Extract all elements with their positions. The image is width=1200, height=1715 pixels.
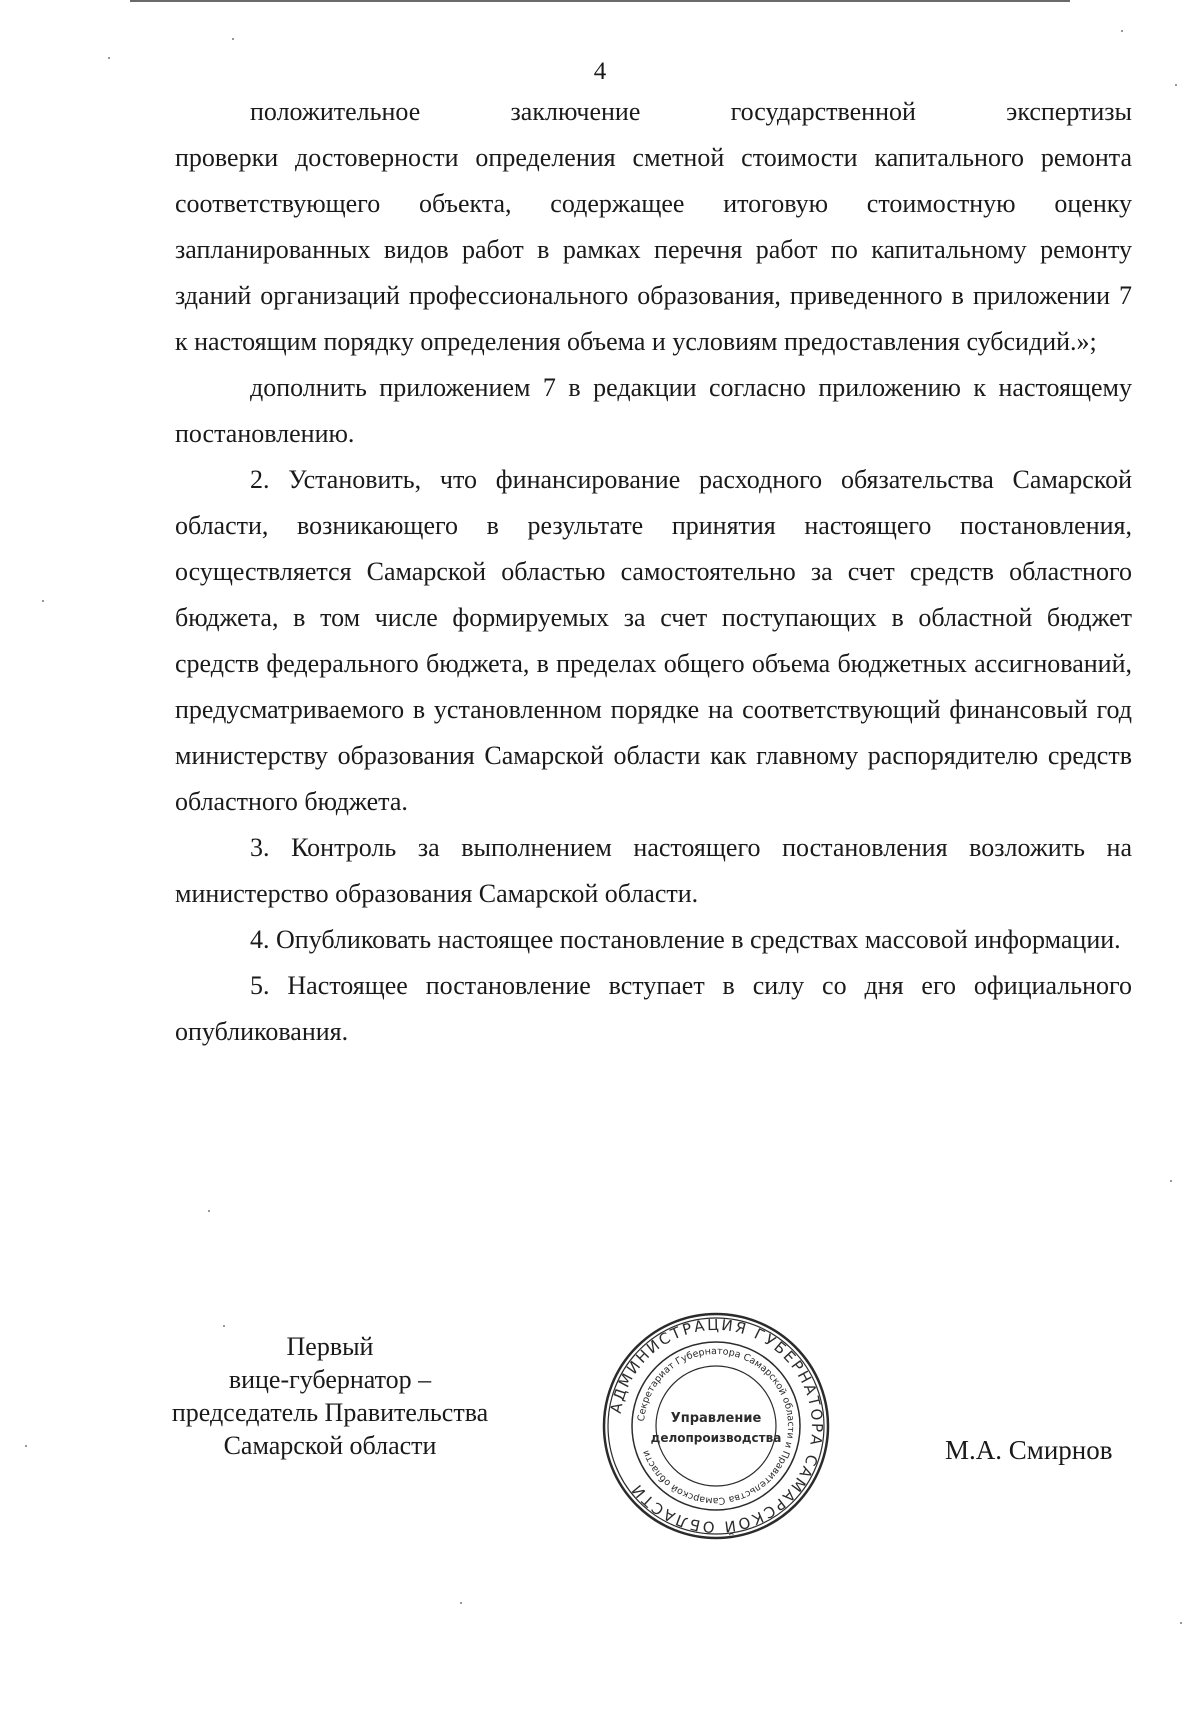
seal-center-line-2: делопроизводства xyxy=(650,1431,782,1445)
official-seal-stamp xyxy=(600,1310,832,1542)
scan-speck xyxy=(42,600,44,602)
scan-speck xyxy=(460,1602,462,1604)
seal-middle-ring xyxy=(632,1342,800,1510)
paragraph-2: проверки достоверности определения сметной стоимости капитального ремонта соответствующего объекта, содержащее итоговую стоимостную оценку запланированных видов работ в рамках перечня работ по капитальному ремонту зданий организаций профессионального образования, приведенного в приложении 7 к настоящим порядку определения объема и условиям предоставления субсидий.»; xyxy=(175,143,1132,356)
paragraph-4: 2. Установить, что финансирование расходного обязательства Самарской области, возникающего в результате принятия настоящего постановления, осуществляется Самарской областью самостоятельно за счет средств областного бюджета, в том числе формируемых за счет поступающих в областной бюджет средств федерального бюджета, в пределах общего объема бюджетных ассигнований, предусматриваемого в установленном порядке на соответствующий финансовый год министерству образования Самарской области как главному распорядителю средств областного бюджета. xyxy=(175,465,1132,816)
paragraph-7: 5. Настоящее постановление вступает в силу со дня его официального опубликования. xyxy=(175,971,1132,1046)
signature-title-line: председатель Правительства xyxy=(171,1398,489,1427)
seal-inner-text: Секретариат Губернатора Самарской области и Правительства Самарской области xyxy=(636,1345,797,1507)
signer-name: М.А. Смирнов xyxy=(945,1435,1113,1465)
scan-speck xyxy=(1170,1180,1172,1182)
scan-speck xyxy=(1180,1622,1182,1624)
scan-speck xyxy=(25,1445,27,1447)
seal-center-line-1: Управление xyxy=(670,1411,762,1426)
scan-speck xyxy=(208,1210,210,1212)
seal-outer-text: АДМИНИСТРАЦИЯ ГУБЕРНАТОРА САМАРСКОЙ ОБЛАСТИ xyxy=(606,1315,827,1537)
signature-title-line: Первый xyxy=(286,1332,374,1361)
signature-title-line: вице-губернатор – xyxy=(228,1365,432,1394)
top-border-line xyxy=(130,0,1070,2)
scan-speck xyxy=(108,57,110,59)
scan-speck xyxy=(1175,84,1177,86)
signature-title-line: Самарской области xyxy=(223,1431,437,1460)
page-number: 4 xyxy=(593,58,607,85)
seal-inner-ring xyxy=(656,1366,776,1486)
paragraph-3: дополнить приложением 7 в редакции согласно приложению к настоящему постановлению. xyxy=(175,373,1132,448)
document-body xyxy=(175,89,1132,1055)
scan-speck xyxy=(232,38,234,40)
paragraph-1: положительное заключение государственной экспертизы xyxy=(250,97,1132,126)
scan-speck xyxy=(1121,30,1123,32)
signature-title-block xyxy=(150,1330,510,1462)
paragraph-6: 4. Опубликовать настоящее постановление в средствах массовой информации. xyxy=(250,925,1121,954)
scan-speck xyxy=(223,1325,225,1327)
paragraph-5: 3. Контроль за выполнением настоящего постановления возложить на министерство образования Самарской области. xyxy=(175,833,1132,908)
